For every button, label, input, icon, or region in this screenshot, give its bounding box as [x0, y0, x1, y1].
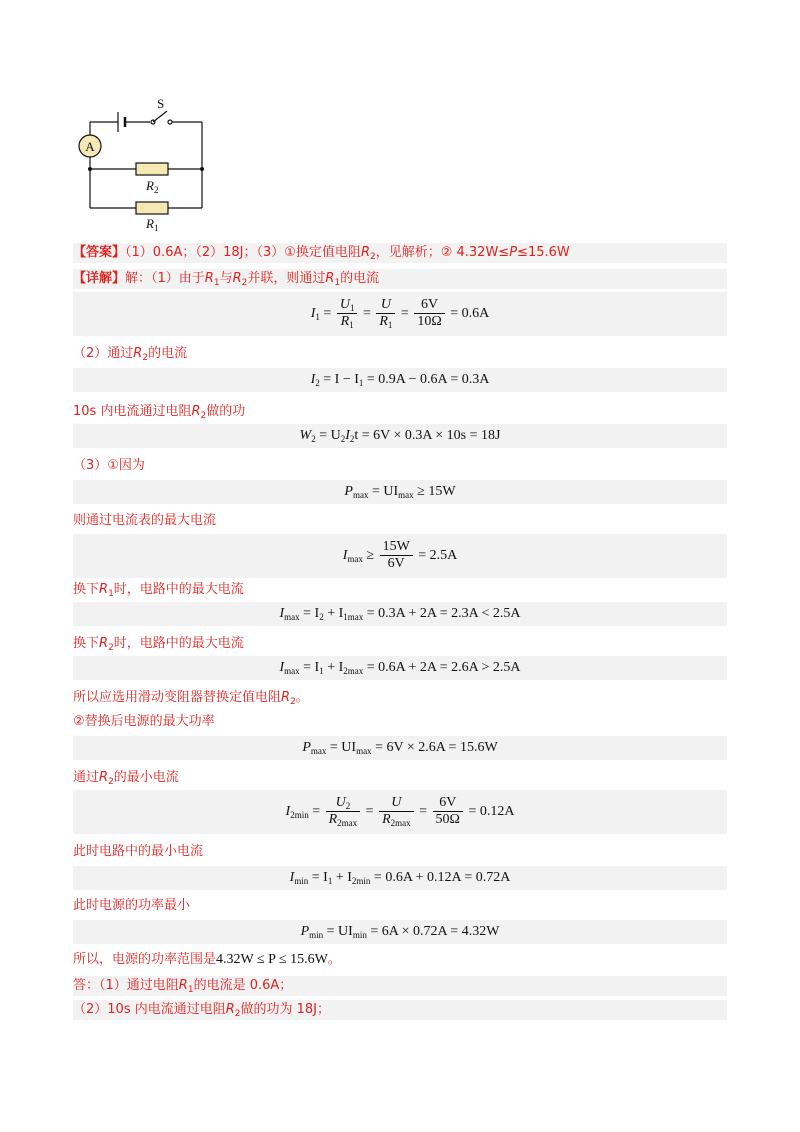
step2b-text: 10s 内电流通过电阻$R_2$做的功 — [73, 404, 246, 421]
resistor-r2 — [136, 163, 168, 175]
step3-text: （3）①因为 — [73, 458, 145, 473]
answer-text: （1）0.6A；（2）18J；（3）①换定值电阻 — [125, 245, 361, 260]
step3d-text: 换下$R_2$时，电路中的最大电流 — [73, 636, 244, 653]
ammeter-label: A — [85, 139, 95, 154]
answer-r-sub: 2 — [369, 252, 376, 262]
r1-sub: 1 — [153, 223, 159, 233]
answer-summary-1: 答：（1）通过电阻$R_1$的电流是 0.6A； — [73, 976, 727, 996]
equation-imax-r1: $I_{max} = I_2 + I_{1max} = 0.3A + 2A = 2.3A < 2.5A$ — [73, 602, 727, 626]
svg-text:R1 — [145, 216, 158, 233]
step3f-text: ②替换后电源的最大功率 — [73, 714, 215, 729]
r2-label: R — [146, 178, 154, 193]
switch-label: S — [157, 96, 165, 111]
svg-text:R2 — [145, 178, 158, 195]
conclusion-text: 所以，电源的功率范围是4.32W ≤ P ≤ 15.6W。 — [73, 952, 341, 967]
answer-line — [73, 243, 727, 263]
step3h-text: 此时电路中的最小电流 — [73, 844, 204, 859]
equation-imax: $I_{max}$ ≥ $\frac{15W}{6V}$ = 2.5A — [73, 534, 727, 578]
answer-tag: 【答案】 — [73, 245, 126, 260]
answer-r: R — [360, 245, 370, 260]
answer-text2: ，见解析；② 4.32W≤ — [375, 245, 510, 260]
resistor-r1 — [136, 202, 168, 214]
step3b-text: 则通过电流表的最大电流 — [73, 513, 217, 528]
equation-pmax: $P_{max} = UI_{max} \ge 15W$ — [73, 480, 727, 504]
switch-contact — [168, 120, 172, 124]
answer-text3: ≤15.6W — [517, 245, 570, 260]
equation-imax-r2: $I_{max} = I_1 + I_{2max} = 0.6A + 2A = 2.6A > 2.5A$ — [73, 656, 727, 680]
answer-p: P — [509, 245, 518, 260]
step2-text: （2）通过$R_2$的电流 — [73, 346, 188, 363]
switch-lever — [153, 111, 167, 122]
step3i-text: 此时电源的功率最小 — [73, 898, 191, 913]
r2-sub: 2 — [153, 185, 159, 195]
answer-summary-2: （2）10s 内电流通过电阻$R_2$做的功为 18J； — [73, 1000, 727, 1020]
circuit-diagram — [70, 90, 220, 240]
equation-imin: $I_{min} = I_1 + I_{2min} = 0.6A + 0.12A = 0.72A$ — [73, 866, 727, 890]
equation-i1: $I_1$ = $\frac{U_1}{R_1}$ = $\frac{U}{R_1}$ = $\frac{6V}{10\Omega}$ = 0.6A — [73, 292, 727, 336]
step3e-text: 所以应选用滑动变阻器替换定值电阻$R_2$。 — [73, 690, 309, 707]
detail-text: 解：（1）由于 — [125, 271, 205, 286]
equation-pmin: $P_{min} = UI_{min} = 6A \times 0.72A = 4.32W$ — [73, 920, 727, 944]
r1-label: R — [146, 216, 154, 231]
step3g-text: 通过$R_2$的最小电流 — [73, 770, 179, 787]
equation-w2: $W_2 = U_2I_2t = 6V \times 0.3A \times 10s = 18J$ — [73, 424, 727, 448]
step3c-text: 换下$R_1$时，电路中的最大电流 — [73, 582, 244, 599]
equation-pmax2: $P_{max} = UI_{max} = 6V \times 2.6A = 15.6W$ — [73, 736, 727, 760]
equation-i2min: $I_{2min}$ = $\frac{U_2}{R_{2max}}$ = $\frac{U}{R_{2max}}$ = $\frac{6V}{50\Omega}$ = 0.12A — [73, 790, 727, 834]
detail-tag: 【详解】 — [73, 271, 126, 286]
equation-i2: $I_2 = I - I_1 = 0.9A - 0.6A = 0.3A$ — [73, 368, 727, 392]
detail-intro: 【详解】解：（1）由于$R_1$与$R_2$并联，则通过$R_1$的电流 — [73, 269, 727, 289]
